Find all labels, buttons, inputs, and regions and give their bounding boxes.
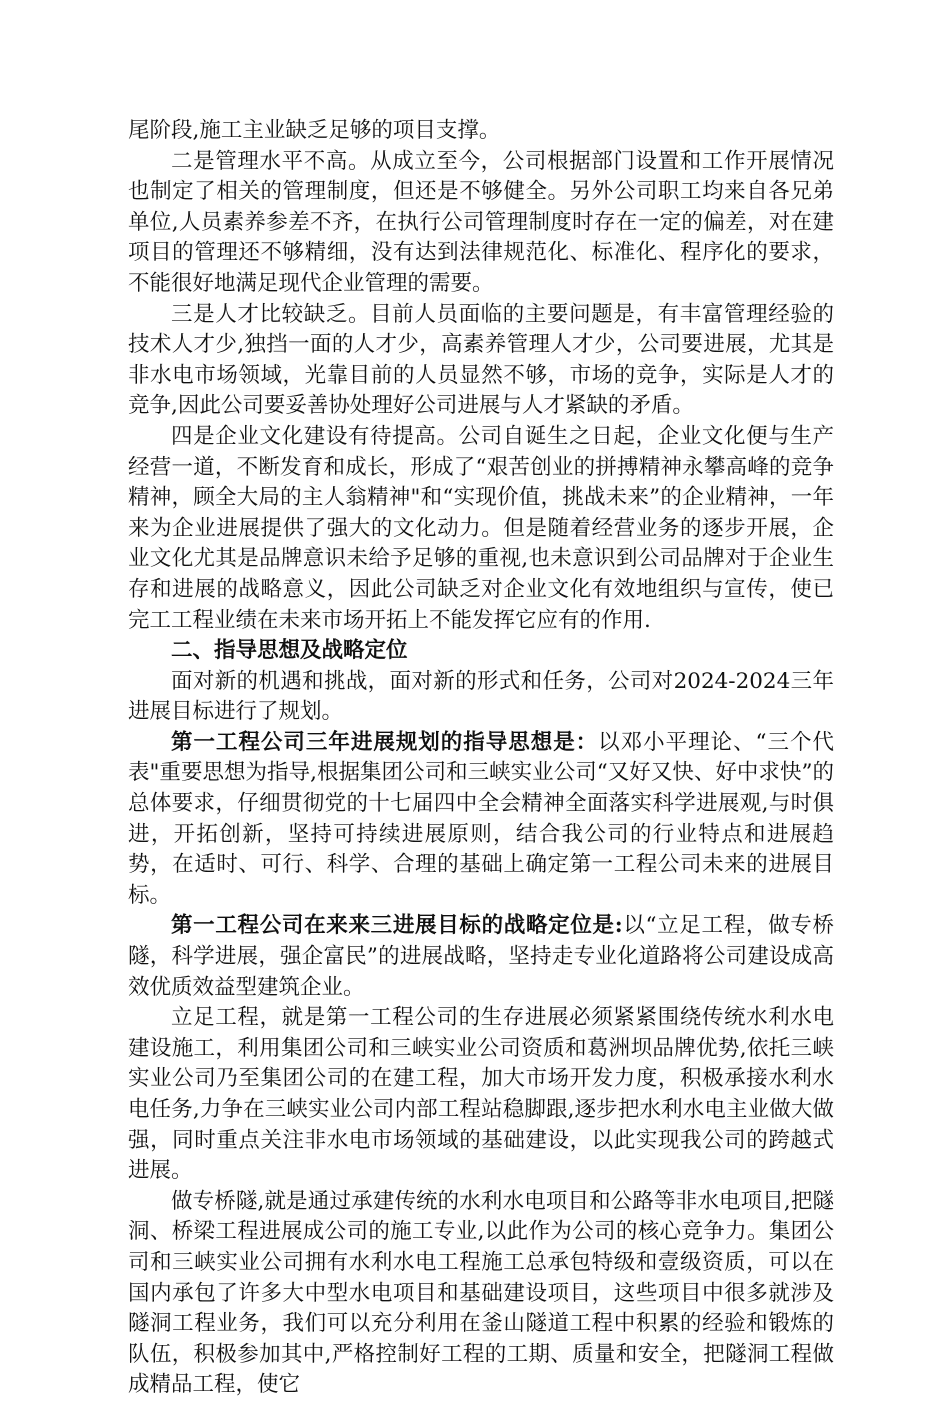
paragraph-based-on-engineering: 立足工程，就是第一工程公司的生存进展必须紧紧围绕传统水利水电建设施工，利用集团公司和三峡实业公司资质和葛洲坝品牌优势,依托三峡实业公司乃至集团公司的在建工程，加大市场开发力度，积极承接水利水电任务,力争在三峡实业公司内部工程站稳脚跟,逐步把水利水电主业做大做强，同时重点关注非水电市场领域的基础建设，以此实现我公司的跨越式进展。 <box>128 1005 834 1184</box>
paragraph-guiding-ideology <box>128 728 834 912</box>
paragraph-management-level: 二是管理水平不高。从成立至今，公司根据部门设置和工作开展情况也制定了相关的管理制度，但还是不够健全。另外公司职工均来自各兄弟单位,人员素养参差不齐，在执行公司管理制度时存在一定的偏差，对在建项目的管理还不够精细，没有达到法律规范化、标准化、程序化的要求，不能很好地满足现代企业管理的需要。 <box>128 148 834 296</box>
strategic-positioning-body: 以“立足工程，做专桥隧，科学进展，强企富民”的进展战略，坚持走专业化道路将公司建设成高效优质效益型建筑企业。 <box>128 913 834 1000</box>
paragraph-intro-plan: 面对新的机遇和挑战，面对新的形式和任务，公司对2024-2024三年进展目标进行了规划。 <box>128 668 834 725</box>
document-page <box>128 116 834 1401</box>
strategic-positioning-lead: 第一工程公司在来来三进展目标的战略定位是: <box>171 913 623 939</box>
section-heading: 二、指导思想及战略定位 <box>171 638 408 664</box>
paragraph-corporate-culture: 四是企业文化建设有待提高。公司自诞生之日起，企业文化便与生产经营一道，不断发育和成长，形成了“艰苦创业的拼搏精神永攀高峰的竞争精神，顾全大局的主人翁精神"和“实现价值，挑战未来”的企业精神，一年来为企业进展提供了强大的文化动力。但是随着经营业务的逐步开展，企业文化尤其是品牌意识未给予足够的重视,也未意识到公司品牌对于企业生存和进展的战略意义，因此公司缺乏对企业文化有效地组织与宣传，使已完工工程业绩在未来市场开拓上不能发挥它应有的作用. <box>128 423 834 633</box>
paragraph-talent-shortage: 三是人才比较缺乏。目前人员面临的主要问题是，有丰富管理经验的技术人才少,独挡一面的人才少，高素养管理人才少，公司要进展，尤其是非水电市场领域，光靠目前的人员显然不够，市场的竞争，实际是人才的竞争,因此公司要妥善协处理好公司进展与人才紧缺的矛盾。 <box>128 301 834 419</box>
guiding-ideology-body: 以邓小平理论、“三个代表"重要思想为指导,根据集团公司和三峡实业公司“又好又快、好中求快”的总体要求，仔细贯彻党的十七届四中全会精神全面落实科学进展观,与时俱进，开拓创新，坚持可持续进展原则，结合我公司的行业特点和进展趋势，在适时、可行、科学、合理的基础上确定第一工程公司未来的进展目标。 <box>128 729 834 908</box>
paragraph-continuation: 尾阶段,施工主业缺乏足够的项目支撑。 <box>128 118 501 143</box>
paragraph-bridges-tunnels: 做专桥隧,就是通过承建传统的水利水电项目和公路等非水电项目,把隧洞、桥梁工程进展成公司的施工专业,以此作为公司的核心竞争力。集团公司和三峡实业公司拥有水利水电工程施工总承包特级和壹级资质，可以在国内承包了许多大中型水电项目和基础建设项目，这些项目中很多就涉及隧洞工程业务，我们可以充分利用在釜山隧道工程中积累的经验和锻炼的队伍，积极参加其中,严格控制好工程的工期、质量和安全，把隧洞工程做成精品工程，使它 <box>128 1188 834 1398</box>
paragraph-strategic-positioning <box>128 911 834 1003</box>
guiding-ideology-lead: 第一工程公司三年进展规划的指导思想是： <box>171 729 599 755</box>
